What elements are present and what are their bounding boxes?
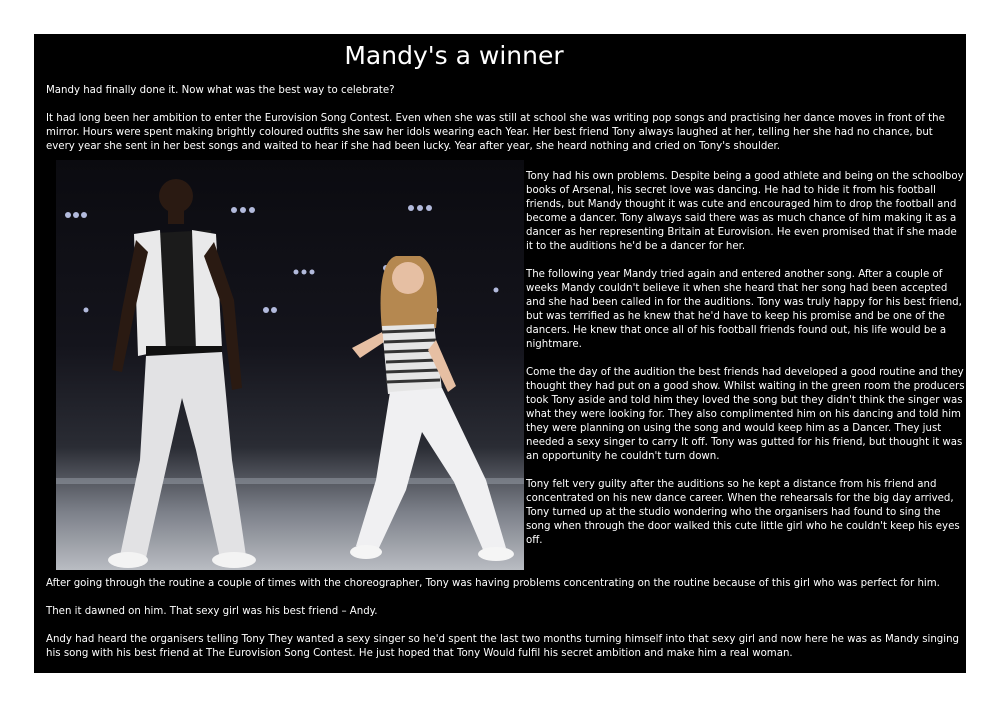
- bottom-paragraph-3: Andy had heard the organisers telling Tony They wanted a sexy singer so he'd spent the last two months turning himself into that sexy girl and now here he was as Mandy singing his song with his best friend at The Eurovision Song Contest. He just hoped that Tony Would fulfil his secret ambition and make him a real woman.: [46, 634, 960, 659]
- female-dancer: [350, 256, 514, 561]
- intro-text: [46, 84, 964, 168]
- right-column-text: [526, 170, 966, 562]
- right-paragraph-2: The following year Mandy tried again and entered another song. After a couple of weeks Mandy couldn't believe it when she heard that her song had been accepted and she had been called in for the auditions. Tony was truly happy for his best friend, but was terrified as he knew that he'd have to keep his promise and be one of the dancers. He knew that once all of his football friends found out, his life would be a nightmare.: [526, 269, 962, 350]
- intro-paragraph-1: Mandy had finally done it. Now what was the best way to celebrate?: [46, 85, 395, 96]
- right-paragraph-4: Tony felt very guilty after the auditions so he kept a distance from his friend and concentrated on his new dance career. When the rehearsals for the big day arrived, Tony turned up at the studio wondering who the organisers had found to sing the song when through the door walked this cute little girl who he couldn't keep his eyes off.: [526, 479, 960, 546]
- intro-paragraph-2: It had long been her ambition to enter the Eurovision Song Contest. Even when she was still at school she was writing pop songs and practising her dance moves in front of the mirror. Hours were spent making brightly coloured outfits she saw her idols wearing each Year. Her best friend Tony always laughed at her, telling her she had no chance, but every year she sent in her best songs and waited to hear if she had been lucky. Year after year, she heard nothing and cried on Tony's shoulder.: [46, 113, 945, 152]
- bottom-paragraph-1: After going through the routine a couple of times with the choreographer, Tony was having problems concentrating on the routine because of this girl who was perfect for him.: [46, 578, 940, 589]
- page-title: Mandy's a winner: [344, 41, 564, 70]
- bottom-text: [46, 577, 966, 673]
- dancers-photo: [56, 160, 524, 570]
- right-paragraph-3: Come the day of the audition the best friends had developed a good routine and they thought they had put on a good show. Whilst waiting in the green room the producers took Tony aside and told him they loved the song but they didn't think the singer was what they were looking for. They also complimented him on his dancing and told him they were planning on using the song and would keep him as a Dancer. They just needed a sexy singer to carry It off. Tony was gutted for his friend, but thought it was an opportunity he couldn't turn down.: [526, 367, 965, 462]
- dancers-illustration: [56, 160, 524, 570]
- story-panel: [34, 34, 966, 673]
- male-dancer: [108, 179, 256, 568]
- bottom-paragraph-2: Then it dawned on him. That sexy girl was his best friend – Andy.: [46, 606, 378, 617]
- right-paragraph-1: Tony had his own problems. Despite being a good athlete and being on the schoolboy books of Arsenal, his secret love was dancing. He had to hide it from his football friends, but Mandy thought it was cute and encouraged him to drop the football and become a dancer. Tony always said there was as much chance of him making it as a dancer as her representing Britain at Eurovision. He even promised that if she made it to the auditions he'd be a dancer for her.: [526, 171, 964, 252]
